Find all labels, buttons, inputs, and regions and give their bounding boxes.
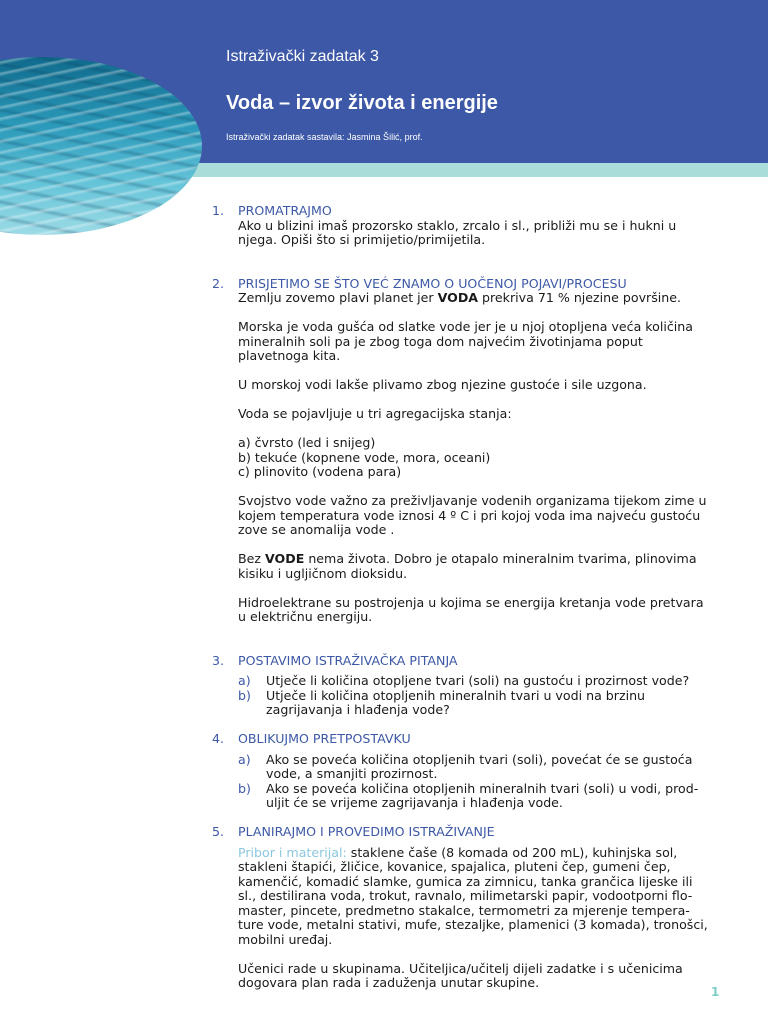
paragraph: Ako u blizini imaš prozorsko staklo, zrcalo i sl., približi mu se i hukni u njega. Opiši što si primijetio/primijetila. (238, 217, 677, 247)
page-title: Voda – izvor života i energije (226, 92, 498, 114)
list-item: b) Utječe li količina otopljenih mineralnih tvari u vodi na brzinu zagrijavanja i hlađenja vode? (238, 687, 646, 717)
section-body-1 (238, 219, 712, 248)
section-heading-4 (212, 732, 712, 747)
paragraph: Morska je voda gušća od slatke vode jer je u njoj otopljena veća količina mineralnih soli pa je zbog toga dom najvećim životinjama poput plavetnoga kita. (238, 319, 693, 363)
paragraph: Voda se pojavljuje u tri agregacijska stanja: (238, 406, 512, 421)
state-item: b) tekuće (kopnene vode, mora, oceani) (238, 449, 491, 465)
paragraph: Hidroelektrane su postrojenja u kojima se energija kretanja vode pretvara u električnu energiju. (238, 594, 704, 624)
paragraph: Zemlju zovemo plavi planet jer VODA prekriva 71 % njezine površine. (238, 290, 682, 305)
materials-paragraph: Pribor i materijal: staklene čaše (8 komada od 200 mL), kuhinjska sol, stakleni štapići, žličice, kovanice, spajalica, pluteni čep, gumeni čep, kamenčić, komadić slamke, gumica za zimnicu, tanka grančica lijeske ili sl., destilirana voda, trokut, ravnalo, milimetarski papir, vodootporni flo-master, pincete, predmetno stakalce, termometri za mjerenje tempera-ture vode, metalni stativi, mufe, stezaljke, plamenici (3 komada), tronošci, mobilni uređaj. (238, 844, 708, 947)
section-body-2 (238, 291, 712, 625)
section-title: OBLIKUJMO PRETPOSTAVKU (238, 731, 411, 746)
paragraph: Svojstvo vode važno za preživljavanje vodenih organizama tijekom zime u kojem temperatura vode iznosi 4 º C i pri kojoj voda ima najveću gustoću zove se anomalija vode . (238, 493, 707, 537)
section-title: PLANIRAJMO I PROVEDIMO ISTRAŽIVANJE (238, 824, 495, 839)
document-body (212, 204, 712, 991)
list-item: b) Ako se poveća količina otopljenih mineralnih tvari (soli) u vodi, prod-uljit će se vrijeme zagrijavanja i hlađenja vode. (238, 780, 699, 810)
section-heading-1 (212, 204, 712, 219)
section-number: 1. (212, 203, 225, 218)
section-number: 3. (212, 652, 225, 668)
paragraph: Bez VODE nema života. Dobro je otapalo mineralnim tvarima, plinovima kisiku i ugljičnom dioksidu. (238, 551, 697, 581)
section-number: 2. (212, 275, 225, 291)
section-heading-5 (212, 825, 712, 840)
list-item: a) Ako se poveća količina otopljenih tvari (soli), povećat će se gustoća vode, a smanjiti prozirnost. (238, 751, 693, 781)
section-title: PROMATRAJMO (238, 203, 332, 218)
list-item: a) Utječe li količina otopljene tvari (soli) na gustoću i prozirnost vode? (238, 673, 690, 688)
section-number: 5. (212, 824, 225, 839)
author-line: Istraživački zadatak sastavila: Jasmina Šilić, prof. (226, 132, 423, 142)
header-subtitle: Istraživački zadatak 3 (226, 48, 379, 65)
section-number: 4. (212, 731, 225, 746)
section-title: PRISJETIMO SE ŠTO VEĆ ZNAMO O UOČENOJ POJAVI/PROCESU (238, 275, 627, 291)
state-item: a) čvrsto (led i snijeg) (238, 435, 376, 450)
materials-label: Pribor i materijal: (238, 844, 347, 860)
section-heading-3 (212, 654, 712, 669)
state-item: c) plinovito (vodena para) (238, 464, 402, 479)
paragraph: Učenici rade u skupinama. Učiteljica/učitelj dijeli zadatke i s učenicima dogovara plan rada i zaduženja unutar skupine. (238, 960, 683, 990)
section-heading-2 (212, 277, 712, 292)
bold-word: VODA (437, 290, 479, 305)
section-body-3 (238, 668, 712, 718)
page-number: 1 (711, 985, 720, 999)
section-title: POSTAVIMO ISTRAŽIVAČKA PITANJA (238, 652, 458, 668)
section-body-4 (238, 747, 712, 811)
paragraph: U morskoj vodi lakše plivamo zbog njezine gustoće i sile uzgona. (238, 377, 647, 392)
section-body-5 (238, 840, 712, 991)
bold-word: VODE (265, 551, 305, 566)
